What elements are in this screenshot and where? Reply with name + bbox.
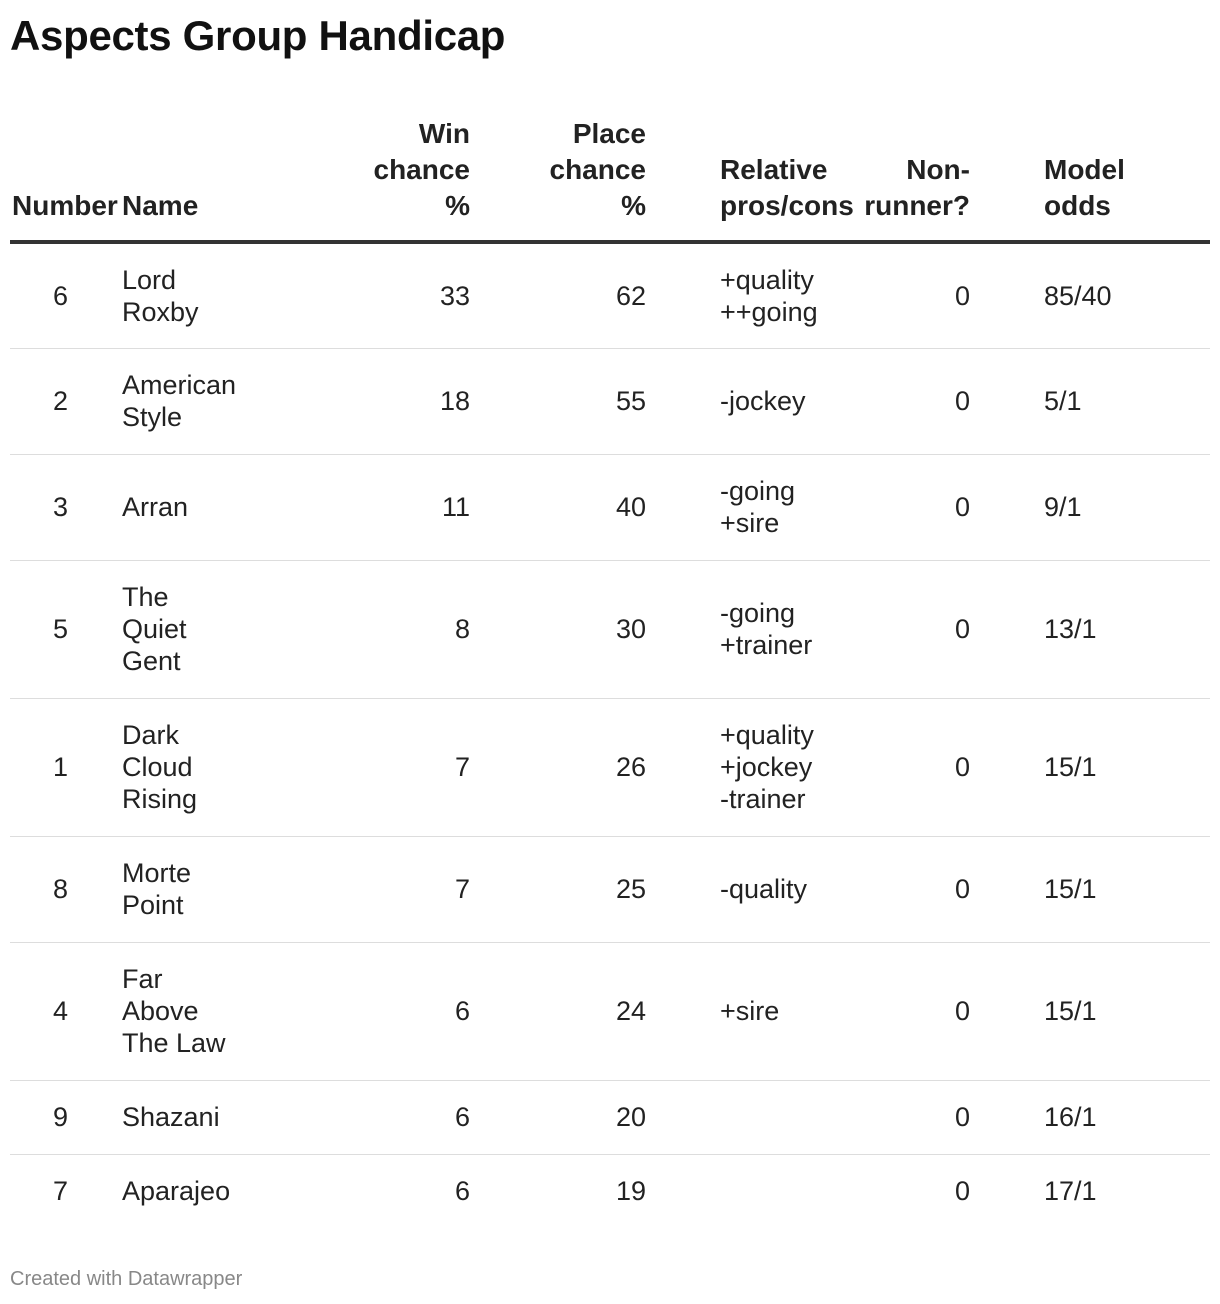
cell-number: 5	[10, 560, 122, 698]
cell-non-runner: 0	[858, 348, 980, 454]
table-row	[10, 560, 1210, 698]
header-line: Relative	[720, 154, 828, 185]
data-table	[10, 116, 1210, 1228]
header-line: %	[621, 190, 646, 221]
chart-title: Aspects Group Handicap	[10, 12, 506, 59]
cell-win-chance: 8	[298, 560, 480, 698]
cell-non-runner: 0	[858, 1080, 980, 1154]
cell-place-chance: 62	[480, 242, 656, 348]
cell-model-odds: 9/1	[980, 454, 1210, 560]
header-line: Name	[122, 190, 199, 221]
cell-pros-cons-line: +jockey	[720, 752, 813, 782]
cell-name	[122, 454, 298, 560]
header-place-chance	[480, 116, 656, 242]
footer-credit: Created with Datawrapper	[10, 1268, 243, 1290]
cell-win-chance: 33	[298, 242, 480, 348]
cell-place-chance: 24	[480, 942, 656, 1080]
cell-number: 6	[10, 242, 122, 348]
cell-model-odds: 15/1	[980, 942, 1210, 1080]
table-body	[10, 242, 1210, 1228]
cell-pros-cons-line: +quality	[720, 720, 814, 750]
cell-pros-cons	[656, 242, 858, 348]
cell-place-chance: 26	[480, 698, 656, 836]
cell-pros-cons-line: ++going	[720, 296, 818, 327]
cell-name	[122, 1080, 298, 1154]
cell-pros-cons-line: +quality	[720, 264, 814, 295]
table-row	[10, 836, 1210, 942]
header-line: Non-	[906, 154, 970, 185]
cell-name	[122, 942, 298, 1080]
cell-name-line: Style	[122, 402, 183, 432]
header-line: Model	[1044, 154, 1125, 185]
header-line: Place	[572, 118, 646, 149]
header-line: chance	[373, 154, 470, 185]
cell-non-runner: 0	[858, 942, 980, 1080]
cell-pros-cons-line: -quality	[720, 874, 808, 904]
cell-win-chance: 7	[298, 698, 480, 836]
cell-non-runner: 0	[858, 836, 980, 942]
cell-name-line: Morte	[122, 858, 192, 888]
cell-name	[122, 1154, 298, 1228]
cell-name-line: Rising	[122, 784, 198, 814]
cell-model-odds: 15/1	[980, 698, 1210, 836]
cell-name-line: The Law	[122, 1028, 226, 1058]
cell-model-odds: 13/1	[980, 560, 1210, 698]
header-pros-cons	[656, 116, 858, 242]
cell-pros-cons	[656, 348, 858, 454]
cell-name-line: Quiet	[122, 614, 187, 644]
cell-name-line: Far	[122, 964, 163, 994]
cell-pros-cons	[656, 942, 858, 1080]
cell-model-odds: 17/1	[1044, 1176, 1097, 1207]
cell-name-line: Cloud	[122, 752, 193, 782]
cell-place-chance: 19	[615, 1176, 646, 1207]
cell-pros-cons	[656, 1154, 858, 1228]
cell-name	[122, 836, 298, 942]
cell-name-line: Dark	[122, 720, 180, 750]
cell-name-line: Shazani	[122, 1102, 220, 1132]
header-line: pros/cons	[720, 190, 854, 221]
cell-pros-cons-line: +sire	[720, 508, 780, 538]
header-line: Number	[12, 190, 118, 221]
cell-non-runner: 0	[858, 454, 980, 560]
cell-pros-cons	[656, 454, 858, 560]
cell-number: 7	[52, 1176, 68, 1207]
cell-number: 3	[10, 454, 122, 560]
table-row	[10, 454, 1210, 560]
cell-name-line: Lord	[122, 264, 177, 295]
cell-win-chance: 6	[298, 1080, 480, 1154]
cell-name-line: Above	[122, 996, 199, 1026]
cell-pros-cons	[656, 836, 858, 942]
cell-pros-cons	[656, 1080, 858, 1154]
header-name	[122, 116, 298, 242]
cell-non-runner: 0	[858, 242, 980, 348]
cell-win-chance: 11	[298, 454, 480, 560]
cell-name-line: American	[122, 370, 237, 400]
header-non-runner	[858, 116, 980, 242]
cell-model-odds: 5/1	[980, 348, 1210, 454]
table-header-row	[10, 116, 1210, 242]
header-line: Win	[418, 118, 470, 149]
cell-number: 9	[10, 1080, 122, 1154]
cell-number: 2	[10, 348, 122, 454]
cell-name-line: Roxby	[122, 296, 199, 327]
header-model-odds	[980, 116, 1210, 242]
table-row	[10, 698, 1210, 836]
cell-pros-cons-line: +trainer	[720, 630, 813, 660]
cell-pros-cons-line: +sire	[720, 996, 780, 1026]
cell-win-chance: 6	[454, 1176, 470, 1207]
cell-name-line: The	[122, 582, 169, 612]
cell-non-runner: 0	[954, 1176, 970, 1207]
table-row	[10, 1154, 1210, 1228]
header-line: odds	[1044, 190, 1111, 221]
cell-place-chance: 55	[480, 348, 656, 454]
cell-place-chance: 20	[480, 1080, 656, 1154]
cell-name	[122, 348, 298, 454]
cell-name	[122, 698, 298, 836]
cell-name-line: Point	[122, 890, 184, 920]
cell-pros-cons	[656, 698, 858, 836]
header-number	[10, 116, 122, 242]
cell-number: 8	[10, 836, 122, 942]
table-row	[10, 242, 1210, 348]
cell-non-runner: 0	[858, 560, 980, 698]
cell-name-line: Arran	[122, 492, 189, 522]
cell-name	[122, 242, 298, 348]
cell-name	[122, 560, 298, 698]
cell-number: 1	[10, 698, 122, 836]
cell-non-runner: 0	[858, 698, 980, 836]
cell-name-line: Aparajeo	[122, 1176, 231, 1207]
cell-number: 4	[10, 942, 122, 1080]
cell-pros-cons-line: -going	[720, 598, 796, 628]
cell-place-chance: 25	[480, 836, 656, 942]
cell-place-chance: 30	[480, 560, 656, 698]
cell-pros-cons-line: -trainer	[720, 784, 806, 814]
cell-pros-cons-line: -jockey	[720, 386, 806, 416]
cell-win-chance: 18	[298, 348, 480, 454]
cell-win-chance: 7	[298, 836, 480, 942]
cell-model-odds: 85/40	[980, 242, 1210, 348]
table-row	[10, 348, 1210, 454]
cell-pros-cons-line: -going	[720, 476, 796, 506]
header-win-chance	[298, 116, 480, 242]
header-line: runner?	[864, 190, 970, 221]
header-line: chance	[549, 154, 646, 185]
table-row	[10, 1080, 1210, 1154]
cell-model-odds: 16/1	[980, 1080, 1210, 1154]
cell-place-chance: 40	[480, 454, 656, 560]
cell-pros-cons	[656, 560, 858, 698]
table-row	[10, 942, 1210, 1080]
cell-win-chance: 6	[298, 942, 480, 1080]
header-line: %	[445, 190, 470, 221]
cell-model-odds: 15/1	[980, 836, 1210, 942]
cell-name-line: Gent	[122, 646, 181, 676]
